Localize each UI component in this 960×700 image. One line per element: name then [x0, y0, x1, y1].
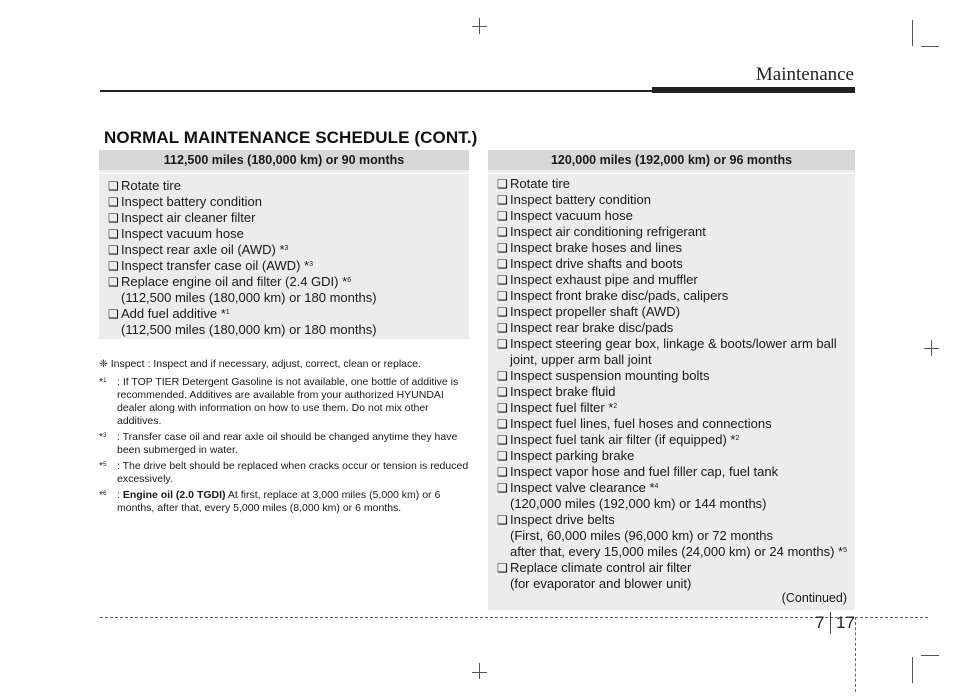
item-text: Rotate tire: [121, 178, 181, 193]
item-subtext: [497, 544, 855, 560]
note-inspect: ❈ Inspect : Inspect and if necessary, adjust, correct, clean or replace.: [99, 358, 422, 370]
item-text: Replace engine oil and filter (2.4 GDI) *: [121, 274, 348, 289]
footer-dashed-vertical: [855, 617, 856, 692]
item-text: Add fuel additive *: [121, 306, 226, 321]
checkbox-icon: ❑: [497, 401, 508, 415]
list-item: [497, 240, 855, 256]
item-text: Rotate tire: [510, 176, 570, 191]
checkbox-icon: ❑: [497, 177, 508, 191]
list-item: [497, 480, 855, 496]
list-item: [108, 242, 469, 258]
checkbox-icon: ❑: [108, 227, 119, 241]
item-text: Inspect vacuum hose: [510, 208, 633, 223]
list-item: [497, 336, 855, 352]
item-subtext: (First, 60,000 miles (96,000 km) or 72 months: [510, 528, 773, 543]
list-item: [108, 258, 469, 274]
item-text: Inspect rear axle oil (AWD) *: [121, 242, 285, 257]
list-item: [497, 192, 855, 208]
note-marker: *$^5$: [99, 460, 107, 472]
header-rule: [100, 90, 652, 92]
footer-dashed-rule: [100, 617, 928, 618]
checkbox-icon: ❑: [497, 465, 508, 479]
item-text: Inspect front brake disc/pads, calipers: [510, 288, 729, 303]
item-subtext: (for evaporator and blower unit): [510, 576, 692, 591]
list-item: [108, 274, 469, 290]
list-item: [497, 448, 855, 464]
item-subtext: (112,500 miles (180,000 km) or 180 months): [121, 322, 377, 337]
item-text: Inspect fuel tank air filter (if equipped) *: [510, 432, 736, 447]
checkbox-icon: ❑: [108, 275, 119, 289]
checkbox-icon: ❑: [497, 449, 508, 463]
list-item: [497, 176, 855, 192]
schedule-box-title: 112,500 miles (180,000 km) or 90 months: [99, 150, 469, 170]
footnote-ref: 5: [843, 547, 848, 554]
checkbox-icon: ❑: [497, 193, 508, 207]
item-text: Inspect vapor hose and fuel filler cap, fuel tank: [510, 464, 779, 479]
list-item: [108, 178, 469, 194]
page-number-divider: [830, 612, 831, 634]
checkbox-icon: ❑: [497, 273, 508, 287]
item-text: Replace climate control air filter: [510, 560, 692, 575]
list-item: [497, 464, 855, 480]
checkbox-icon: ❑: [497, 305, 508, 319]
item-text: Inspect air conditioning refrigerant: [510, 224, 706, 239]
checkbox-icon: ❑: [497, 241, 508, 255]
note-5: [99, 460, 469, 486]
note-colon: :: [117, 489, 123, 501]
checkbox-icon: ❑: [497, 417, 508, 431]
footnotes: [99, 358, 469, 518]
item-text: Inspect brake fluid: [510, 384, 616, 399]
header-rule-thick: [652, 87, 855, 93]
list-item: [108, 194, 469, 210]
chapter-number: 7: [815, 613, 825, 632]
schedule-box-title: 120,000 miles (192,000 km) or 96 months: [488, 150, 855, 170]
list-item: [497, 416, 855, 432]
checkbox-icon: ❑: [497, 481, 508, 495]
note-1: [99, 376, 469, 428]
list-item: [497, 272, 855, 288]
checkbox-icon: ❑: [108, 195, 119, 209]
item-text: Inspect battery condition: [510, 192, 651, 207]
item-text: Inspect propeller shaft (AWD): [510, 304, 681, 319]
crop-mark: [921, 46, 939, 47]
schedule-list: [488, 174, 855, 592]
checkbox-icon: ❑: [497, 337, 508, 351]
item-text: Inspect rear brake disc/pads: [510, 320, 674, 335]
list-item: [497, 208, 855, 224]
footnote-ref: 2: [613, 403, 618, 410]
crop-mark: [479, 663, 480, 679]
item-text: Inspect drive shafts and boots: [510, 256, 683, 271]
note-3: [99, 431, 469, 457]
item-subtext: joint, upper arm ball joint: [510, 352, 652, 367]
checkbox-icon: ❑: [497, 257, 508, 271]
list-item: [497, 560, 855, 576]
list-item: [497, 224, 855, 240]
page-number: 17: [836, 613, 855, 632]
item-subtext: (120,000 miles (192,000 km) or 144 months): [510, 496, 767, 511]
list-item: [497, 432, 855, 448]
checkbox-icon: ❑: [497, 321, 508, 335]
list-item: [108, 226, 469, 242]
checkbox-icon: ❑: [497, 225, 508, 239]
crop-mark: [912, 657, 913, 683]
checkbox-icon: ❑: [497, 289, 508, 303]
crop-mark: [921, 655, 939, 656]
note-marker: *$^1$: [99, 376, 107, 388]
list-item: [497, 512, 855, 528]
item-text: Inspect steering gear box, linkage & boots/lower arm ball: [510, 336, 837, 351]
list-item: [497, 320, 855, 336]
item-text: Inspect exhaust pipe and muffler: [510, 272, 698, 287]
list-item: [497, 256, 855, 272]
item-text: Inspect air cleaner filter: [121, 210, 256, 225]
list-item: [497, 384, 855, 400]
note-6: [99, 489, 469, 515]
schedule-box-120000: [488, 150, 855, 610]
checkbox-icon: ❑: [108, 211, 119, 225]
crop-mark: [472, 672, 487, 673]
crop-mark: [912, 20, 913, 46]
list-item: [497, 400, 855, 416]
footnote-ref: 4: [654, 483, 659, 490]
item-text: Inspect transfer case oil (AWD) *: [121, 258, 310, 273]
note-text: : If TOP TIER Detergent Gasoline is not available, one bottle of additive is recommended. Additives are available from your authorized HYUNDAI dealer along with information on how to use them. Do not mix other additives.: [117, 376, 459, 427]
item-text: Inspect drive belts: [510, 512, 615, 527]
checkbox-icon: ❑: [497, 513, 508, 527]
checkbox-icon: ❑: [497, 369, 508, 383]
note-text: : The drive belt should be replaced when cracks occur or tension is reduced excessively.: [117, 460, 469, 485]
item-subtext-line: after that, every 15,000 miles (24,000 km) or 24 months) *: [510, 544, 844, 559]
footnote-ref: 6: [347, 277, 352, 284]
item-text: Inspect vacuum hose: [121, 226, 244, 241]
note-bold: Engine oil (2.0 TGDI): [122, 489, 226, 501]
checkbox-icon: ❑: [108, 259, 119, 273]
list-item: [497, 368, 855, 384]
item-text: Inspect battery condition: [121, 194, 262, 209]
checkbox-icon: ❑: [497, 385, 508, 399]
continued-label: (Continued): [781, 591, 847, 605]
item-text: Inspect parking brake: [510, 448, 635, 463]
item-text: Inspect brake hoses and lines: [510, 240, 682, 255]
footnote-ref: 2: [735, 435, 740, 442]
item-text: Inspect fuel lines, fuel hoses and connections: [510, 416, 772, 431]
item-text: Inspect valve clearance *: [510, 480, 655, 495]
note-text: : Transfer case oil and rear axle oil should be changed anytime they have been submerged in water.: [117, 431, 458, 456]
crop-mark: [924, 348, 939, 349]
note-text: At first, replace at 3,000 miles (5,000 km) or 6 months, after that, every 5,000 miles (8,000 km) or 6 months.: [117, 489, 441, 514]
section-title: Maintenance: [755, 64, 854, 85]
checkbox-icon: ❑: [497, 561, 508, 575]
note-marker: *$^6$: [99, 489, 107, 501]
item-subtext: (112,500 miles (180,000 km) or 180 months): [121, 290, 377, 305]
note-marker: *$^3$: [99, 431, 107, 443]
checkbox-icon: ❑: [108, 307, 119, 321]
schedule-list: [99, 174, 469, 338]
checkbox-icon: ❑: [108, 179, 119, 193]
item-text: Inspect fuel filter *: [510, 400, 614, 415]
list-item: [497, 304, 855, 320]
page-heading: NORMAL MAINTENANCE SCHEDULE (CONT.): [104, 128, 478, 147]
list-item: [108, 306, 469, 322]
checkbox-icon: ❑: [108, 243, 119, 257]
checkbox-icon: ❑: [497, 433, 508, 447]
item-text: Inspect suspension mounting bolts: [510, 368, 710, 383]
list-item: [108, 210, 469, 226]
checkbox-icon: ❑: [497, 209, 508, 223]
footnote-ref: 3: [284, 245, 289, 252]
footnote-ref: 1: [225, 309, 230, 316]
crop-mark: [472, 26, 487, 27]
schedule-box-112500: [99, 150, 469, 339]
footnote-ref: 3: [309, 261, 313, 268]
list-item: [497, 288, 855, 304]
